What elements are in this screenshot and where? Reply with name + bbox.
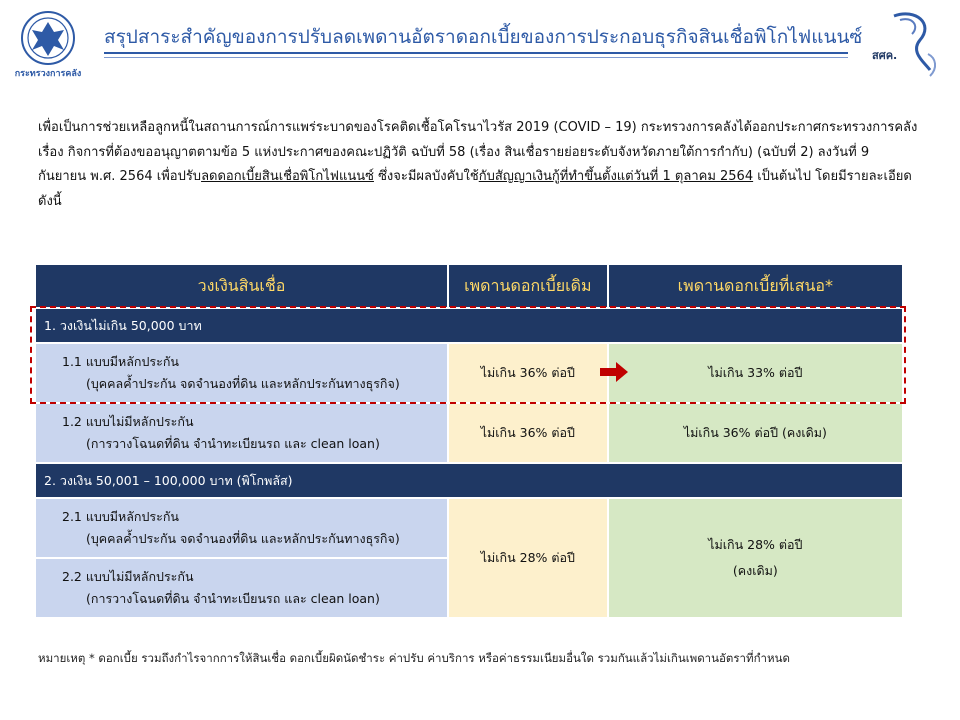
- intro-paragraph: [38, 116, 918, 214]
- group-2-new-line2: (คงเดิม): [732, 563, 778, 578]
- row-1-1-title: 1.1 แบบมีหลักประกัน: [62, 354, 179, 369]
- intro-underlined-2: กับสัญญาเงินกู้ที่ทำขึ้นตั้งแต่วันที่ 1 ตุลาคม 2564: [478, 169, 754, 184]
- row-1-1-detail: (บุคคลค้ำประกัน จดจำนองที่ดิน และหลักประกันทางธุรกิจ): [86, 376, 400, 391]
- table-header-row: [36, 265, 902, 307]
- title-underline: [104, 52, 848, 54]
- row-1-1-label: [36, 344, 447, 402]
- row-1-2-title: 1.2 แบบไม่มีหลักประกัน: [62, 414, 194, 429]
- section-row-1: [36, 309, 902, 342]
- row-1-1-new: ไม่เกิน 33% ต่อปี: [609, 344, 902, 402]
- intro-text-2: ซึ่งจะมีผลบังคับใช้: [373, 169, 479, 184]
- row-2-1-title: 2.1 แบบมีหลักประกัน: [62, 509, 179, 524]
- row-2-1-detail: (บุคคลค้ำประกัน จดจำนองที่ดิน และหลักประกันทางธุรกิจ): [86, 531, 400, 546]
- fpo-logo-text: สศค.: [872, 49, 898, 62]
- header-old-cap: เพดานดอกเบี้ยเดิม: [449, 265, 607, 307]
- row-2-2-detail: (การวางโฉนดที่ดิน จำนำทะเบียนรถ และ clean loan): [86, 591, 380, 606]
- table-row: [36, 404, 902, 462]
- intro-text-3: เป็นต้นไป โดยมีรายละเอียด ดังนี้: [38, 169, 912, 209]
- row-1-2-new: ไม่เกิน 36% ต่อปี (คงเดิม): [609, 404, 902, 462]
- section-2-label: 2. วงเงิน 50,001 – 100,000 บาท (พิโกพลัส): [36, 464, 902, 497]
- row-1-2-label: [36, 404, 447, 462]
- row-1-1-old: ไม่เกิน 36% ต่อปี: [449, 344, 607, 402]
- table-row: [36, 344, 902, 402]
- title-underline-thin: [104, 57, 848, 58]
- header-new-cap: เพดานดอกเบี้ยที่เสนอ*: [609, 265, 902, 307]
- row-2-2-title: 2.2 แบบไม่มีหลักประกัน: [62, 569, 194, 584]
- section-row-2: [36, 464, 902, 497]
- right-arrow-icon: [600, 362, 628, 382]
- group-2-new: [609, 499, 902, 617]
- fpo-logo: [864, 10, 944, 82]
- ministry-logo-text: กระทรวงการคลัง: [14, 69, 82, 79]
- section-1-label: 1. วงเงินไม่เกิน 50,000 บาท: [36, 309, 902, 342]
- row-2-2-label: [36, 559, 447, 617]
- footnote: หมายเหตุ * ดอกเบี้ย รวมถึงกำไรจากการให้สินเชื่อ ดอกเบี้ยผิดนัดชำระ ค่าปรับ ค่าบริการ หรือค่าธรรมเนียมอื่นใด รวมกันแล้วไม่เกินเพดานอัตราที่กำหนด: [38, 651, 790, 665]
- row-1-2-old: ไม่เกิน 36% ต่อปี: [449, 404, 607, 462]
- ministry-logo: [14, 10, 82, 80]
- row-1-2-detail: (การวางโฉนดที่ดิน จำนำทะเบียนรถ และ clean loan): [86, 436, 380, 451]
- intro-underlined: ลดดอกเบี้ยสินเชื่อพิโกไฟแนนซ์: [201, 169, 374, 184]
- table-row: [36, 499, 902, 557]
- header-credit-line: วงเงินสินเชื่อ: [36, 265, 447, 307]
- intro-text-1: เพื่อเป็นการช่วยเหลือลูกหนี้ในสถานการณ์การแพร่ระบาดของโรคติดเชื้อโคโรนาไวรัส 2019 (COVID – 19) กระทรวงการคลังได้ออกประกาศกระทรวงการคลัง เรื่อง กิจการที่ต้องขออนุญาตตามข้อ 5 แห่งประกาศของคณะปฏิวัติ ฉบับที่ 58 (เรื่อง สินเชื่อรายย่อยระดับจังหวัดภายใต้การกำกับ) (ฉบับที่ 2) ลงวันที่ 9 กันยายน พ.ศ. 2564 เพื่อปรับ: [38, 120, 918, 184]
- group-2-new-line1: ไม่เกิน 28% ต่อปี: [708, 537, 803, 552]
- group-2-old: ไม่เกิน 28% ต่อปี: [449, 499, 607, 617]
- row-2-1-label: [36, 499, 447, 557]
- interest-rate-table: [34, 263, 904, 619]
- page-title: สรุปสาระสำคัญของการปรับลดเพดานอัตราดอกเบี้ยของการประกอบธุรกิจสินเชื่อพิโกไฟแนนซ์: [104, 26, 863, 48]
